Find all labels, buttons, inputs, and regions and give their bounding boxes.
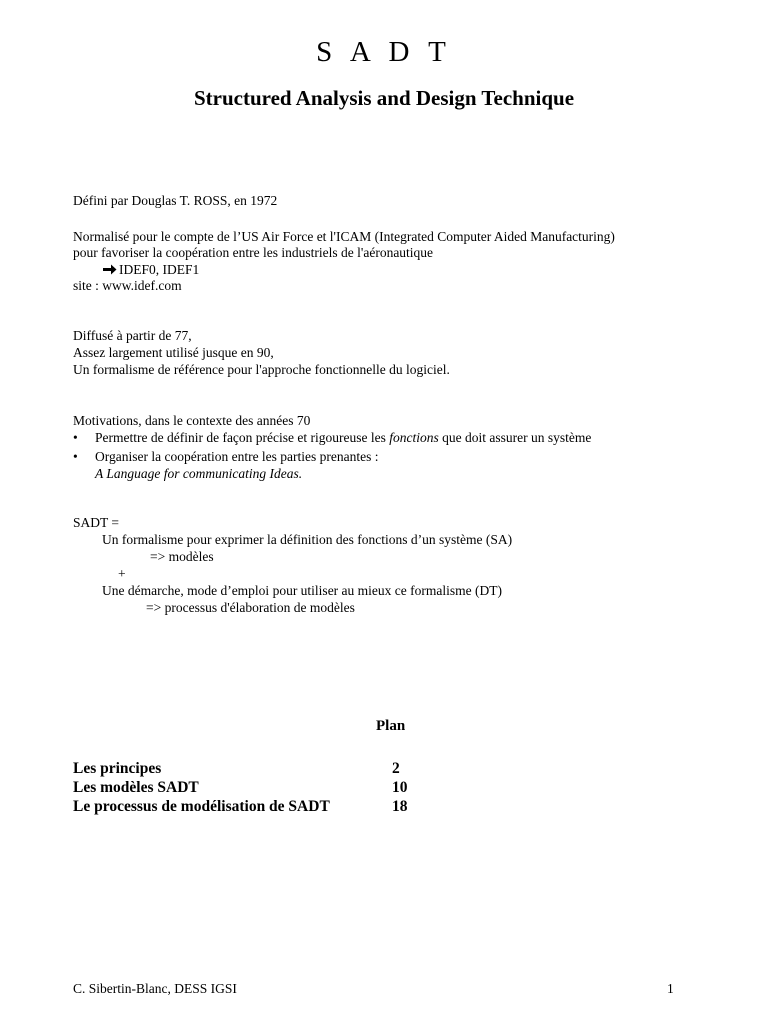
motivation-bullet-1: • Permettre de définir de façon précise et rigoureuse les fonctions que doit assurer un système — [73, 430, 592, 445]
sadt-def-line-4: => processus d'élaboration de modèles — [146, 600, 355, 615]
motivations-heading: Motivations, dans le contexte des années 70 — [73, 413, 311, 428]
diffusion-line-2: Assez largement utilisé jusque en 90, — [73, 345, 274, 360]
footer-page-number: 1 — [667, 981, 674, 996]
toc-label: Les principes — [73, 760, 162, 777]
toc-page: 10 — [392, 779, 408, 796]
toc-page: 2 — [392, 760, 400, 777]
standardized-line-1: Normalisé pour le compte de l’US Air Force et l'ICAM (Integrated Computer Aided Manufacturing) — [73, 229, 615, 244]
motivation-bullet-2-italic: A Language for communicating Ideas. — [95, 466, 303, 481]
sadt-def-line-2: => modèles — [150, 549, 214, 564]
right-arrow-icon — [103, 264, 117, 275]
plan-heading: Plan — [376, 718, 406, 734]
standardized-line-2: pour favoriser la coopération entre les industriels de l'aéronautique — [73, 245, 434, 260]
footer-author: C. Sibertin-Blanc, DESS IGSI — [73, 981, 237, 996]
sadt-def-heading: SADT = — [73, 515, 119, 530]
toc-page: 18 — [392, 798, 408, 815]
diffusion-line-1: Diffusé à partir de 77, — [73, 328, 192, 343]
diffusion-line-3: Un formalisme de référence pour l'approche fonctionnelle du logiciel. — [73, 362, 450, 377]
page-subtitle: Structured Analysis and Design Technique — [193, 86, 575, 110]
idef-text: IDEF0, IDEF1 — [119, 262, 200, 277]
defined-by-line: Défini par Douglas T. ROSS, en 1972 — [73, 193, 278, 208]
toc-label: Le processus de modélisation de SADT — [73, 798, 330, 815]
sadt-def-plus: + — [118, 566, 126, 581]
idef-line — [103, 262, 199, 279]
toc-row — [73, 779, 473, 797]
sadt-def-line-1: Un formalisme pour exprimer la définition des fonctions d’un système (SA) — [102, 532, 513, 547]
sadt-def-line-3: Une démarche, mode d’emploi pour utiliser au mieux ce formalisme (DT) — [102, 583, 502, 598]
toc-label: Les modèles SADT — [73, 779, 199, 796]
site-line: site : www.idef.com — [73, 278, 182, 293]
motivation-bullet-2: • Organiser la coopération entre les parties prenantes : — [73, 449, 379, 464]
toc-row — [73, 760, 473, 778]
bullet-icon: • — [73, 430, 78, 445]
page-title: S A D T — [316, 36, 452, 68]
bullet-icon: • — [73, 449, 78, 464]
toc-row — [73, 798, 473, 816]
